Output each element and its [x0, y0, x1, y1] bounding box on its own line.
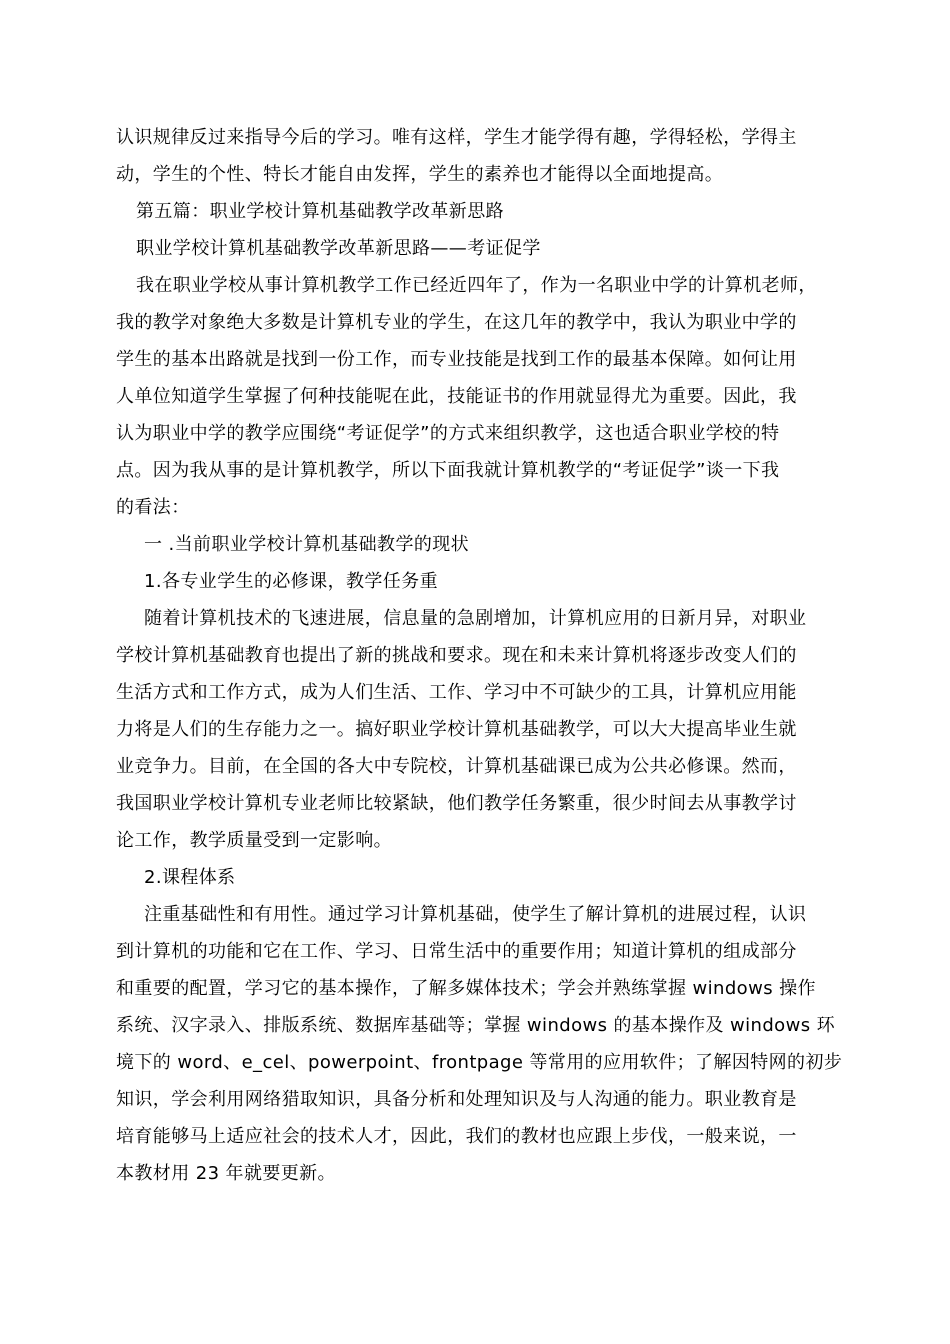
- body-line: 和重要的配置，学习它的基本操作，了解多媒体技术；学会并熟练掌握 windows 操作: [116, 978, 816, 999]
- body-line: 业竞争力。目前，在全国的各大中专院校，计算机基础课已成为公共必修课。然而，: [116, 756, 797, 777]
- subsection-heading: 1.各专业学生的必修课，教学任务重: [144, 571, 438, 592]
- body-line: 论工作，教学质量受到一定影响。: [116, 830, 392, 851]
- body-line: 我在职业学校从事计算机教学工作已经近四年了，作为一名职业中学的计算机老师，: [136, 275, 817, 296]
- subsection-heading: 一 .当前职业学校计算机基础教学的现状: [144, 534, 470, 555]
- body-line: 人单位知道学生掌握了何种技能呢在此，技能证书的作用就显得尤为重要。因此，我: [116, 386, 797, 407]
- article-title: 职业学校计算机基础教学改革新思路——考证促学: [136, 238, 541, 259]
- subsection-heading: 2.课程体系: [144, 867, 236, 888]
- body-line: 认为职业中学的教学应围绕“考证促学”的方式来组织教学，这也适合职业学校的特: [116, 423, 780, 444]
- body-line: 知识，学会利用网络猎取知识，具备分析和处理知识及与人沟通的能力。职业教育是: [116, 1089, 797, 1110]
- body-line: 认识规律反过来指导今后的学习。唯有这样，学生才能学得有趣，学得轻松，学得主: [116, 127, 797, 148]
- body-line: 点。因为我从事的是计算机教学，所以下面我就计算机教学的“考证促学”谈一下我: [116, 460, 780, 481]
- body-line: 生活方式和工作方式，成为人们生活、工作、学习中不可缺少的工具，计算机应用能: [116, 682, 797, 703]
- body-line: 学生的基本出路就是找到一份工作，而专业技能是找到工作的最基本保障。如何让用: [116, 349, 797, 370]
- body-line: 力将是人们的生存能力之一。搞好职业学校计算机基础教学，可以大大提高毕业生就: [116, 719, 797, 740]
- section-heading: 第五篇：职业学校计算机基础教学改革新思路: [136, 201, 504, 222]
- body-line: 本教材用 23 年就要更新。: [116, 1163, 336, 1184]
- body-line: 我的教学对象绝大多数是计算机专业的学生，在这几年的教学中，我认为职业中学的: [116, 312, 797, 333]
- body-line: 的看法：: [116, 497, 190, 518]
- body-line: 学校计算机基础教育也提出了新的挑战和要求。现在和未来计算机将逐步改变人们的: [116, 645, 797, 666]
- body-line: 系统、汉字录入、排版系统、数据库基础等；掌握 windows 的基本操作及 windows 环: [116, 1015, 836, 1036]
- body-line: 动，学生的个性、特长才能自由发挥，学生的素养也才能得以全面地提高。: [116, 164, 724, 185]
- body-line: 随着计算机技术的飞速进展，信息量的急剧增加，计算机应用的日新月异，对职业: [144, 608, 807, 629]
- body-line: 培育能够马上适应社会的技术人才，因此，我们的教材也应跟上步伐，一般来说，一: [116, 1126, 797, 1147]
- body-line: 注重基础性和有用性。通过学习计算机基础，使学生了解计算机的进展过程，认识: [144, 904, 807, 925]
- body-line: 我国职业学校计算机专业老师比较紧缺，他们教学任务繁重，很少时间去从事教学讨: [116, 793, 797, 814]
- body-line: 到计算机的功能和它在工作、学习、日常生活中的重要作用；知道计算机的组成部分: [116, 941, 797, 962]
- body-line: 境下的 word、e_cel、powerpoint、frontpage 等常用的应用软件；了解因特网的初步: [116, 1052, 843, 1073]
